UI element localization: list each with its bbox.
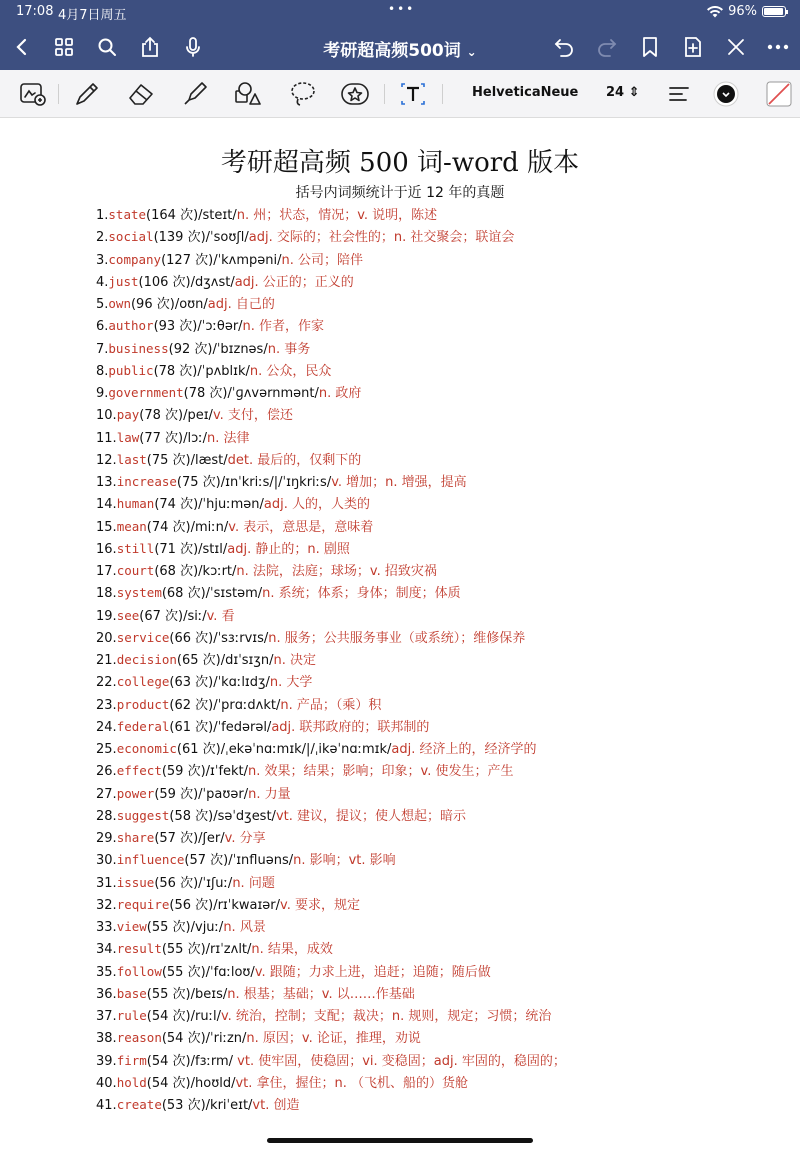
bookmark-icon[interactable] <box>638 35 662 59</box>
list-item <box>96 805 796 827</box>
word-phonetic: /ɪˈfekt/ <box>205 764 249 780</box>
word-meaning: v. 跟随；力求上进，追赶；追随；随后做 <box>254 964 491 980</box>
word-count: (61 次) <box>176 742 221 757</box>
word-number: 6. <box>96 319 109 335</box>
word-meaning: adj. 人的，人类的 <box>263 497 370 513</box>
word-count: (164 次) <box>146 208 199 223</box>
word-number: 36. <box>96 986 117 1002</box>
word-meaning: det. 最后的，仅剩下的 <box>227 452 362 468</box>
word-count: (71 次) <box>154 541 199 557</box>
word-text: service <box>116 629 170 645</box>
list-item <box>96 1027 796 1049</box>
annotation-toolbar <box>0 70 800 118</box>
font-name-selector[interactable]: HelveticaNeue <box>472 85 579 100</box>
list-item <box>96 1094 796 1116</box>
word-meaning: n. 问题 <box>232 875 275 891</box>
read-mode-icon[interactable] <box>18 80 48 108</box>
word-count: (139 次) <box>153 230 206 246</box>
word-number: 3. <box>96 252 109 268</box>
microphone-icon[interactable] <box>181 35 205 59</box>
word-text: business <box>108 340 169 356</box>
word-number: 39. <box>96 1053 117 1069</box>
list-item <box>96 938 796 960</box>
word-meaning: vt. 拿住，握住；n. （飞机、船的）货舱 <box>235 1075 469 1091</box>
list-item <box>96 849 796 871</box>
word-number: 31. <box>96 875 117 891</box>
word-phonetic: /kɔːrt/ <box>198 564 237 579</box>
word-phonetic: /siː/ <box>183 608 207 624</box>
share-icon[interactable] <box>138 35 162 59</box>
word-count: (63 次) <box>169 675 214 691</box>
word-number: 9. <box>96 386 109 401</box>
word-number: 11. <box>96 430 117 446</box>
list-item <box>96 627 796 649</box>
word-count: (54 次) <box>146 1009 191 1024</box>
word-meaning: n. 力量 <box>248 786 291 802</box>
word-count: (55 次) <box>146 920 191 935</box>
word-count: (74 次) <box>154 497 199 513</box>
word-number: 21. <box>96 653 117 668</box>
status-time: 17:08 <box>16 4 54 19</box>
word-phonetic: /rɪˈzʌlt/ <box>205 942 252 958</box>
list-item <box>96 738 796 760</box>
word-count: (93 次) <box>153 319 198 335</box>
word-text: issue <box>116 874 155 890</box>
word-text: decision <box>116 652 177 667</box>
word-text: pay <box>116 407 140 423</box>
home-indicator[interactable] <box>267 1138 533 1143</box>
elements-sticker-icon[interactable] <box>340 80 370 108</box>
word-text: government <box>108 385 184 400</box>
word-phonetic: /ˈɪnfluəns/ <box>228 853 294 869</box>
list-item <box>96 872 796 894</box>
word-text: company <box>108 251 162 267</box>
word-text: effect <box>116 763 162 779</box>
list-item <box>96 204 796 226</box>
list-item <box>96 360 796 382</box>
status-right <box>707 4 786 19</box>
word-phonetic: /ˈprɑːdʌkt/ <box>213 697 281 713</box>
word-phonetic: /ˈkɑːlɪdʒ/ <box>213 675 270 691</box>
word-count: (74 次) <box>146 519 191 535</box>
list-item <box>96 271 796 293</box>
word-text: human <box>116 496 155 512</box>
font-size-value: 24 <box>606 85 625 100</box>
word-count: (53 次) <box>161 1098 206 1113</box>
list-item <box>96 671 796 693</box>
word-count: (56 次) <box>154 875 199 891</box>
word-text: still <box>116 540 155 556</box>
word-count: (67 次) <box>139 608 184 624</box>
battery-percent: 96% <box>728 4 757 19</box>
lasso-icon[interactable] <box>288 80 318 108</box>
word-phonetic: /ɪnˈkriːs/|/ˈɪŋkriːs/ <box>220 475 332 490</box>
word-phonetic: /miːn/ <box>190 519 229 535</box>
word-phonetic: /lɔː/ <box>183 430 207 446</box>
list-item <box>96 716 796 738</box>
list-item <box>96 338 796 360</box>
tools-icon[interactable] <box>724 35 748 59</box>
list-item <box>96 404 796 426</box>
battery-icon <box>762 6 786 17</box>
word-number: 15. <box>96 519 117 535</box>
word-phonetic: /ˈriːzn/ <box>205 1031 247 1047</box>
word-number: 18. <box>96 586 117 602</box>
no-fill-swatch[interactable] <box>764 80 794 108</box>
word-meaning: v. 分享 <box>224 831 266 846</box>
word-count: (55 次) <box>146 986 191 1002</box>
word-text: court <box>116 563 155 578</box>
word-phonetic: /ˈpʌblɪk/ <box>197 363 250 379</box>
word-number: 17. <box>96 564 117 579</box>
word-number: 13. <box>96 475 117 490</box>
word-phonetic: /stɪl/ <box>198 541 228 557</box>
word-text: result <box>116 941 162 957</box>
word-meaning: adj. 交际的；社会性的；n. 社交聚会；联谊会 <box>248 230 515 246</box>
multitasking-dots-icon[interactable]: ••• <box>388 2 416 16</box>
word-number: 7. <box>96 341 109 357</box>
word-count: (56 次) <box>169 897 214 913</box>
word-number: 33. <box>96 920 117 935</box>
word-number: 35. <box>96 964 117 980</box>
word-number: 8. <box>96 363 109 379</box>
status-bar <box>0 0 800 24</box>
word-phonetic: /dɪˈsɪʒn/ <box>220 653 274 668</box>
word-text: product <box>116 696 170 712</box>
shapes-icon[interactable] <box>233 80 263 108</box>
more-options-icon[interactable] <box>766 35 790 59</box>
word-number: 14. <box>96 497 117 513</box>
word-count: (58 次) <box>169 808 214 824</box>
word-meaning: n. 作者，作家 <box>242 319 325 335</box>
list-item <box>96 560 796 582</box>
undo-icon[interactable] <box>552 35 576 59</box>
word-meaning: n. 影响；vt. 影响 <box>293 853 396 869</box>
word-phonetic: /ˈfedərəl/ <box>213 719 272 735</box>
word-meaning: n. 产品；（乘）积 <box>280 697 382 713</box>
list-item <box>96 827 796 849</box>
word-meaning: n. 法院，法庭；球场；v. 招致灾祸 <box>236 564 437 579</box>
list-item <box>96 961 796 983</box>
document-title <box>0 36 800 61</box>
list-item <box>96 427 796 449</box>
word-count: (55 次) <box>161 942 206 958</box>
word-phonetic: /ˈɪʃuː/ <box>198 875 233 891</box>
word-meaning: n. 根基；基础；v. 以……作基础 <box>227 986 415 1002</box>
word-meaning: v. 表示，意思是，意味着 <box>228 519 374 535</box>
word-phonetic: /ˈɔːθər/ <box>197 319 243 335</box>
word-number: 20. <box>96 630 117 646</box>
word-text: rule <box>116 1008 147 1023</box>
word-count: (55 次) <box>161 964 206 980</box>
word-number: 24. <box>96 719 117 735</box>
list-item <box>96 582 796 604</box>
word-text: public <box>108 362 154 378</box>
word-list <box>96 204 796 1116</box>
list-item <box>96 916 796 938</box>
word-text: hold <box>116 1074 147 1090</box>
word-count: (59 次) <box>161 764 206 780</box>
document-page[interactable] <box>0 118 800 1151</box>
word-meaning: n. 效果；结果；影响；印象；v. 使发生；产生 <box>248 764 514 780</box>
word-number: 26. <box>96 764 117 780</box>
wifi-icon <box>707 6 723 18</box>
thumbnails-grid-icon[interactable] <box>52 35 76 59</box>
word-meaning: n. 风景 <box>223 920 266 935</box>
word-number: 40. <box>96 1075 117 1091</box>
word-phonetic: /ˈsoʊʃl/ <box>205 230 249 246</box>
list-item <box>96 382 796 404</box>
word-count: (75 次) <box>176 475 221 490</box>
word-phonetic: /ˈbɪznəs/ <box>212 341 268 357</box>
word-meaning: n. 结果，成效 <box>251 942 333 958</box>
word-text: last <box>116 451 147 467</box>
word-count: (68 次) <box>154 564 199 579</box>
word-meaning: n. 原因；v. 论证，推理，劝说 <box>246 1031 421 1047</box>
word-number: 1. <box>96 208 109 223</box>
word-phonetic: /ˈfɑːloʊ/ <box>205 964 255 980</box>
word-count: (54 次) <box>161 1031 206 1047</box>
word-meaning: v. 看 <box>206 608 235 624</box>
word-number: 28. <box>96 808 117 824</box>
word-text: suggest <box>116 807 170 823</box>
word-text: share <box>116 830 155 845</box>
list-item <box>96 1050 796 1072</box>
search-icon[interactable] <box>95 35 119 59</box>
word-phonetic: /vjuː/ <box>190 920 224 935</box>
word-meaning: vt. 创造 <box>252 1098 300 1113</box>
word-number: 5. <box>96 297 109 312</box>
word-count: (78 次) <box>183 386 228 401</box>
word-meaning: n. 公司；陪伴 <box>281 252 364 268</box>
word-count: (68 次) <box>161 586 206 602</box>
word-number: 12. <box>96 452 117 468</box>
word-number: 34. <box>96 942 117 958</box>
word-text: reason <box>116 1030 162 1046</box>
list-item <box>96 293 796 315</box>
list-item <box>96 516 796 538</box>
word-text: increase <box>116 474 177 489</box>
word-phonetic: /ˈɡʌvərnmənt/ <box>227 386 319 401</box>
list-item <box>96 983 796 1005</box>
word-text: firm <box>116 1052 147 1068</box>
word-number: 19. <box>96 608 117 624</box>
pen-icon[interactable] <box>72 80 102 108</box>
word-text: create <box>116 1097 162 1112</box>
word-count: (57 次) <box>154 831 199 846</box>
list-item <box>96 1072 796 1094</box>
word-meaning: n. 决定 <box>273 653 317 668</box>
list-item <box>96 894 796 916</box>
list-item <box>96 649 796 671</box>
document-title-button[interactable] <box>323 41 476 61</box>
word-meaning: n. 系统；体系；身体；制度；体质 <box>262 586 461 602</box>
word-count: (54 次) <box>146 1053 191 1069</box>
word-meaning: n. 大学 <box>269 675 313 691</box>
word-count: (66 次) <box>169 630 214 646</box>
list-item <box>96 1005 796 1027</box>
word-text: economic <box>116 741 177 756</box>
word-text: just <box>108 273 139 289</box>
word-phonetic: /kriˈeɪt/ <box>205 1098 253 1113</box>
word-meaning: n. 法律 <box>207 430 250 446</box>
text-align-icon[interactable] <box>664 80 694 108</box>
stepper-chevrons-icon: ⇕ <box>628 85 640 100</box>
word-number: 25. <box>96 742 117 757</box>
word-text: follow <box>116 963 162 979</box>
list-item <box>96 694 796 716</box>
word-meaning: v. 要求，规定 <box>280 897 360 913</box>
list-item <box>96 783 796 805</box>
word-number: 32. <box>96 897 117 913</box>
word-count: (54 次) <box>146 1075 191 1091</box>
word-count: (96 次) <box>130 297 175 312</box>
word-text: own <box>108 296 131 311</box>
word-meaning: n. 公众，民众 <box>249 363 332 379</box>
word-phonetic: /səˈdʒest/ <box>213 808 276 824</box>
list-item <box>96 538 796 560</box>
word-count: (92 次) <box>168 341 213 357</box>
word-meaning: adj. 自己的 <box>207 297 275 312</box>
list-item <box>96 226 796 248</box>
list-item <box>96 449 796 471</box>
word-count: (78 次) <box>153 363 198 379</box>
word-text: author <box>108 318 154 334</box>
word-number: 10. <box>96 408 117 424</box>
add-page-icon[interactable] <box>681 35 705 59</box>
word-meaning: v. 支付，偿还 <box>212 408 293 424</box>
word-phonetic: /ˈsɜːrvɪs/ <box>213 630 269 646</box>
word-phonetic: /ˈhjuːmən/ <box>198 497 264 513</box>
word-text: mean <box>116 518 147 534</box>
word-count: (59 次) <box>154 786 199 802</box>
word-text: see <box>116 607 140 623</box>
word-phonetic: /beɪs/ <box>190 986 228 1002</box>
word-phonetic: /dʒʌst/ <box>190 274 235 290</box>
list-item <box>96 493 796 515</box>
word-text: require <box>116 896 170 912</box>
word-meaning: v. 增加；n. 增强，提高 <box>331 475 467 490</box>
word-meaning: n. 事务 <box>267 341 311 357</box>
word-phonetic: /steɪt/ <box>198 208 237 223</box>
font-size-selector[interactable] <box>606 85 640 100</box>
redo-icon[interactable] <box>595 35 619 59</box>
list-item <box>96 315 796 337</box>
word-count: (65 次) <box>176 653 221 668</box>
word-text: view <box>116 919 147 934</box>
word-phonetic: /rɪˈkwaɪər/ <box>213 897 281 913</box>
word-meaning: adj. 经济上的，经济学的 <box>391 742 537 757</box>
word-text: college <box>116 674 170 690</box>
word-number: 38. <box>96 1031 117 1047</box>
highlighter-icon[interactable] <box>180 80 210 108</box>
page-title: 考研超高频 500 词-word 版本 <box>220 148 580 178</box>
word-phonetic: /læst/ <box>190 452 228 468</box>
word-count: (57 次) <box>184 853 229 869</box>
chevron-down-icon: ⌄ <box>466 45 477 59</box>
word-count: (78 次) <box>139 408 184 424</box>
word-phonetic: /ˌekəˈnɑːmɪk/|/ˌikəˈnɑːmɪk/ <box>220 742 392 757</box>
word-text: federal <box>116 718 170 734</box>
list-item <box>96 249 796 271</box>
word-count: (75 次) <box>146 452 191 468</box>
word-count: (106 次) <box>138 274 191 290</box>
word-number: 4. <box>96 274 109 290</box>
word-number: 29. <box>96 831 117 846</box>
list-item <box>96 760 796 782</box>
word-number: 23. <box>96 697 117 713</box>
word-text: influence <box>116 852 185 868</box>
word-meaning: adj. 公正的；正义的 <box>234 274 354 290</box>
word-meaning: n. 服务；公共服务事业（或系统）；维修保养 <box>268 630 526 646</box>
list-item <box>96 605 796 627</box>
word-number: 16. <box>96 541 117 557</box>
document-title-text: 考研超高频500词 <box>323 41 461 61</box>
page-subtitle: 括号内词频统计于近 12 年的真题 <box>295 185 505 201</box>
word-number: 22. <box>96 675 117 691</box>
word-count: (77 次) <box>139 430 184 446</box>
word-count: (62 次) <box>169 697 214 713</box>
word-text: state <box>108 207 147 222</box>
word-meaning: v. 统治，控制；支配；裁决；n. 规则，规定；习惯；统治 <box>220 1009 552 1024</box>
word-phonetic: /ˈsɪstəm/ <box>205 586 263 602</box>
word-number: 2. <box>96 230 109 246</box>
word-text: power <box>116 785 155 801</box>
word-text: law <box>116 429 140 445</box>
word-meaning: adj. 联邦政府的；联邦制的 <box>271 719 430 735</box>
word-meaning: vt. 使牢固，使稳固；vi. 变稳固；adj. 牢固的，稳固的； <box>233 1053 566 1069</box>
word-text: system <box>116 585 162 601</box>
back-icon[interactable] <box>10 35 34 59</box>
list-item <box>96 471 796 493</box>
word-number: 30. <box>96 853 117 869</box>
word-phonetic: /fɜːrm/ <box>190 1053 234 1069</box>
word-text: base <box>116 985 147 1001</box>
word-meaning: vt. 建议，提议；使人想起；暗示 <box>275 808 466 824</box>
word-number: 27. <box>96 786 117 802</box>
text-color-swatch[interactable] <box>711 80 741 108</box>
word-count: (127 次) <box>161 252 214 268</box>
word-meaning: adj. 静止的；n. 剧照 <box>227 541 350 557</box>
word-phonetic: /ʃer/ <box>198 831 225 846</box>
word-phonetic: /oʊn/ <box>174 297 208 312</box>
word-phonetic: /ˈkʌmpəni/ <box>213 252 282 268</box>
word-phonetic: /ruːl/ <box>190 1009 221 1024</box>
word-meaning: n. 政府 <box>318 386 362 401</box>
word-phonetic: /hoʊld/ <box>190 1075 236 1091</box>
word-phonetic: /ˈpaʊər/ <box>198 786 249 802</box>
nav-bar <box>0 24 800 70</box>
eraser-icon[interactable] <box>126 80 156 108</box>
word-number: 41. <box>96 1098 117 1113</box>
status-date: 4月7日周五 <box>58 8 127 23</box>
text-tool-icon[interactable] <box>398 80 428 108</box>
word-meaning: n. 州；状态，情况；v. 说明，陈述 <box>236 208 438 223</box>
word-text: social <box>108 229 154 245</box>
word-number: 37. <box>96 1009 117 1024</box>
word-count: (61 次) <box>169 719 214 735</box>
word-phonetic: /peɪ/ <box>183 408 213 424</box>
